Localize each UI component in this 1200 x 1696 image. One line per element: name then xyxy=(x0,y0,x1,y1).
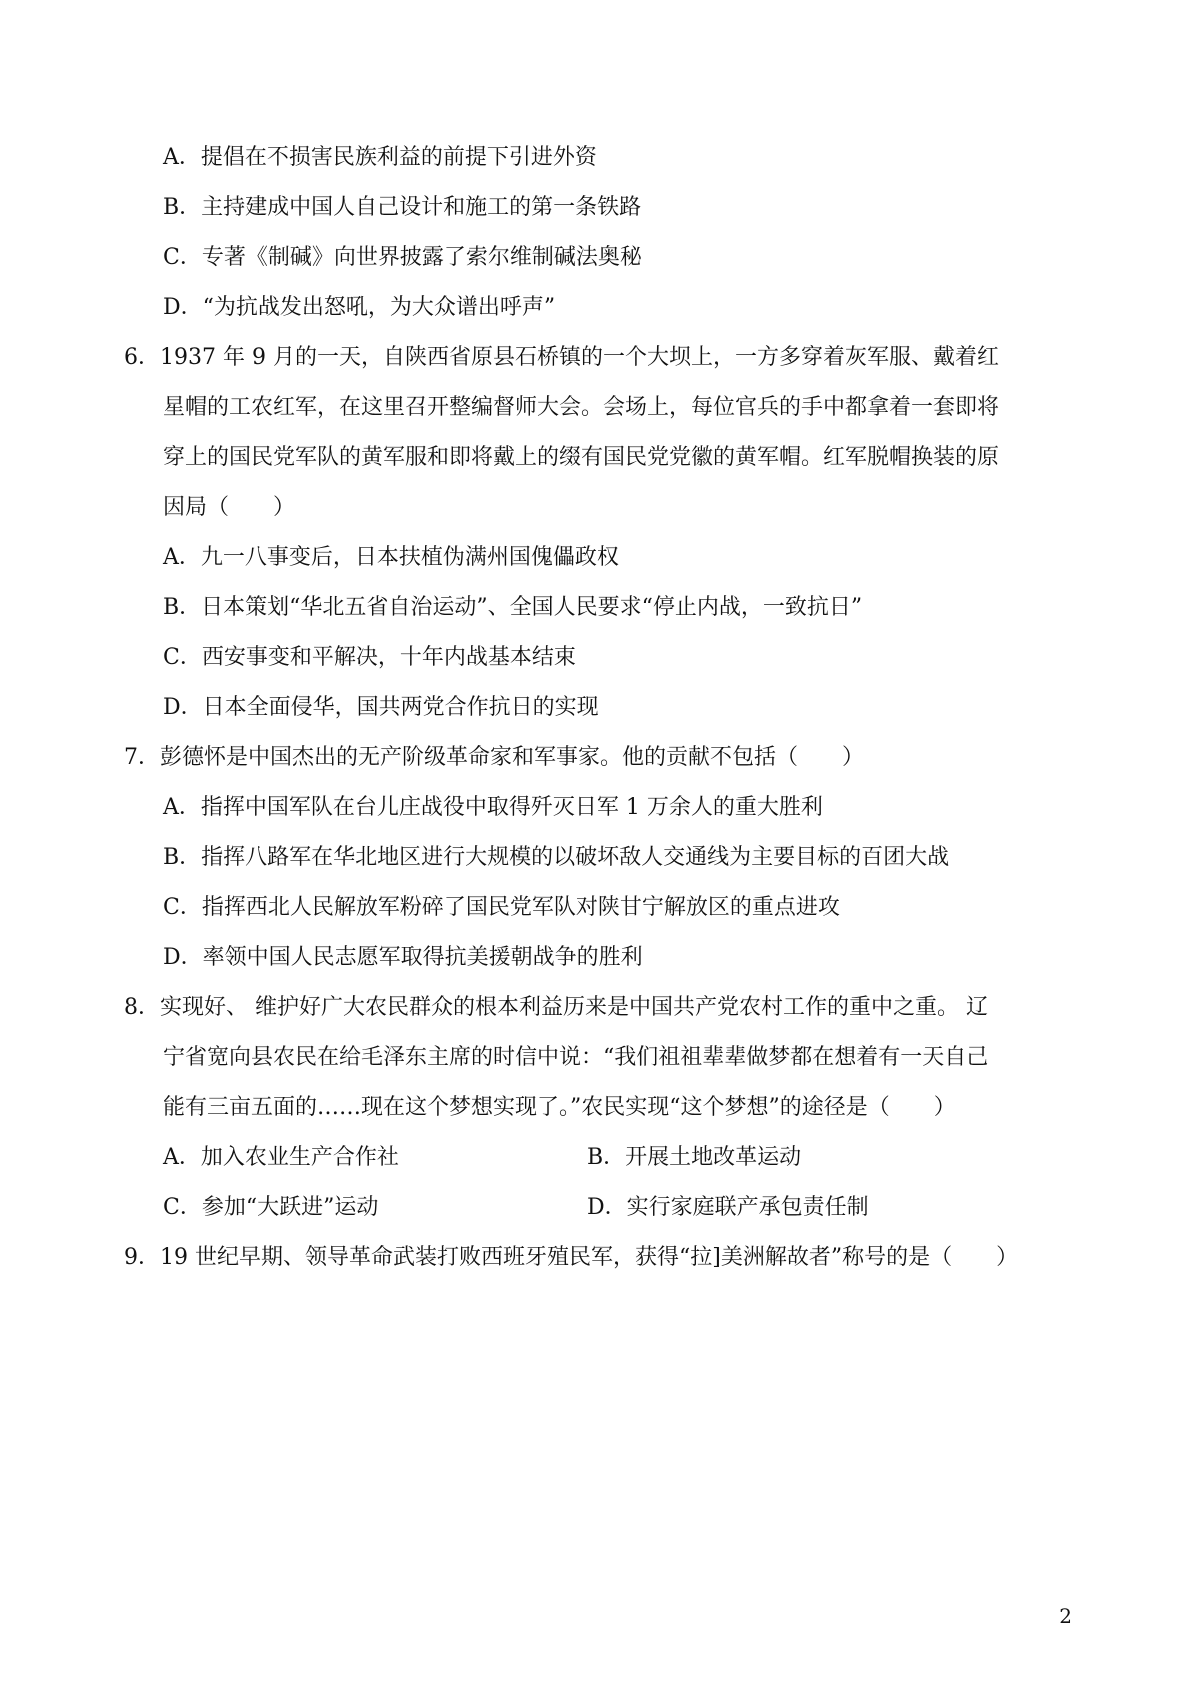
q5-option-a: A．提倡在不损害民族利益的前提下引进外资 xyxy=(163,145,597,170)
q9-stem: 9．19 世纪早期、领导革命武装打败西班牙殖民军，获得“拉]美洲解故者”称号的是（ ） xyxy=(124,1245,1019,1270)
q8-stem-line-1: 8．实现好、 维护好广大农民群众的根本利益历来是中国共产党农村工作的重中之重。 辽 xyxy=(124,995,988,1020)
q6-option-d: D．日本全面侵华，国共两党合作抗日的实现 xyxy=(163,695,599,720)
q6-stem-line-4: 因局（ ） xyxy=(163,495,296,520)
q8-option-a: A．加入农业生产合作社 xyxy=(163,1145,399,1170)
q7-option-a: A．指挥中国军队在台儿庄战役中取得歼灭日军 1 万余人的重大胜利 xyxy=(163,795,823,820)
q6-stem-line-1: 6．1937 年 9 月的一天，自陕西省原县石桥镇的一个大坝上，一方多穿着灰军服、戴着红 xyxy=(124,345,999,370)
q8-option-d: D．实行家庭联产承包责任制 xyxy=(587,1195,869,1220)
q7-option-d: D．率领中国人民志愿军取得抗美援朝战争的胜利 xyxy=(163,945,643,970)
q6-stem-line-2: 星帽的工农红军，在这里召开整编督师大会。会场上，每位官兵的手中都拿着一套即将 xyxy=(163,395,1000,420)
q8-option-b: B．开展土地改革运动 xyxy=(587,1145,802,1170)
q7-option-c: C．指挥西北人民解放军粉碎了国民党军队对陕甘宁解放区的重点进攻 xyxy=(163,895,840,920)
q5-option-b: B．主持建成中国人自己设计和施工的第一条铁路 xyxy=(163,195,642,220)
q7-option-b: B．指挥八路军在华北地区进行大规模的以破坏敌人交通线为主要目标的百团大战 xyxy=(163,845,950,870)
q6-option-c: C．西安事变和平解决，十年内战基本结束 xyxy=(163,645,576,670)
q6-option-b: B．日本策划“华北五省自治运动”、全国人民要求“停止内战，一致抗日” xyxy=(163,595,863,620)
page-number: 2 xyxy=(1059,1604,1072,1628)
q5-option-d: D．“为抗战发出怒吼，为大众谱出呼声” xyxy=(163,295,556,320)
q8-option-c: C．参加“大跃进”运动 xyxy=(163,1195,379,1220)
q8-stem-line-2: 宁省宽向县农民在给毛泽东主席的时信中说：“我们祖祖辈辈做梦都在想着有一天自己 xyxy=(163,1045,989,1070)
q5-option-c: C．专著《制碱》向世界披露了索尔维制碱法奥秘 xyxy=(163,245,642,270)
q7-stem: 7．彭德怀是中国杰出的无产阶级革命家和军事家。他的贡献不包括（ ） xyxy=(124,745,864,770)
q6-stem-line-3: 穿上的国民党军队的黄军服和即将戴上的缀有国民党党徽的黄军帽。红军脱帽换装的原 xyxy=(163,445,1000,470)
q6-option-a: A．九一八事变后，日本扶植伪满州国傀儡政权 xyxy=(163,545,619,570)
q8-stem-line-3: 能有三亩五面的……现在这个梦想实现了。”农民实现“这个梦想”的途径是（ ） xyxy=(163,1095,956,1120)
